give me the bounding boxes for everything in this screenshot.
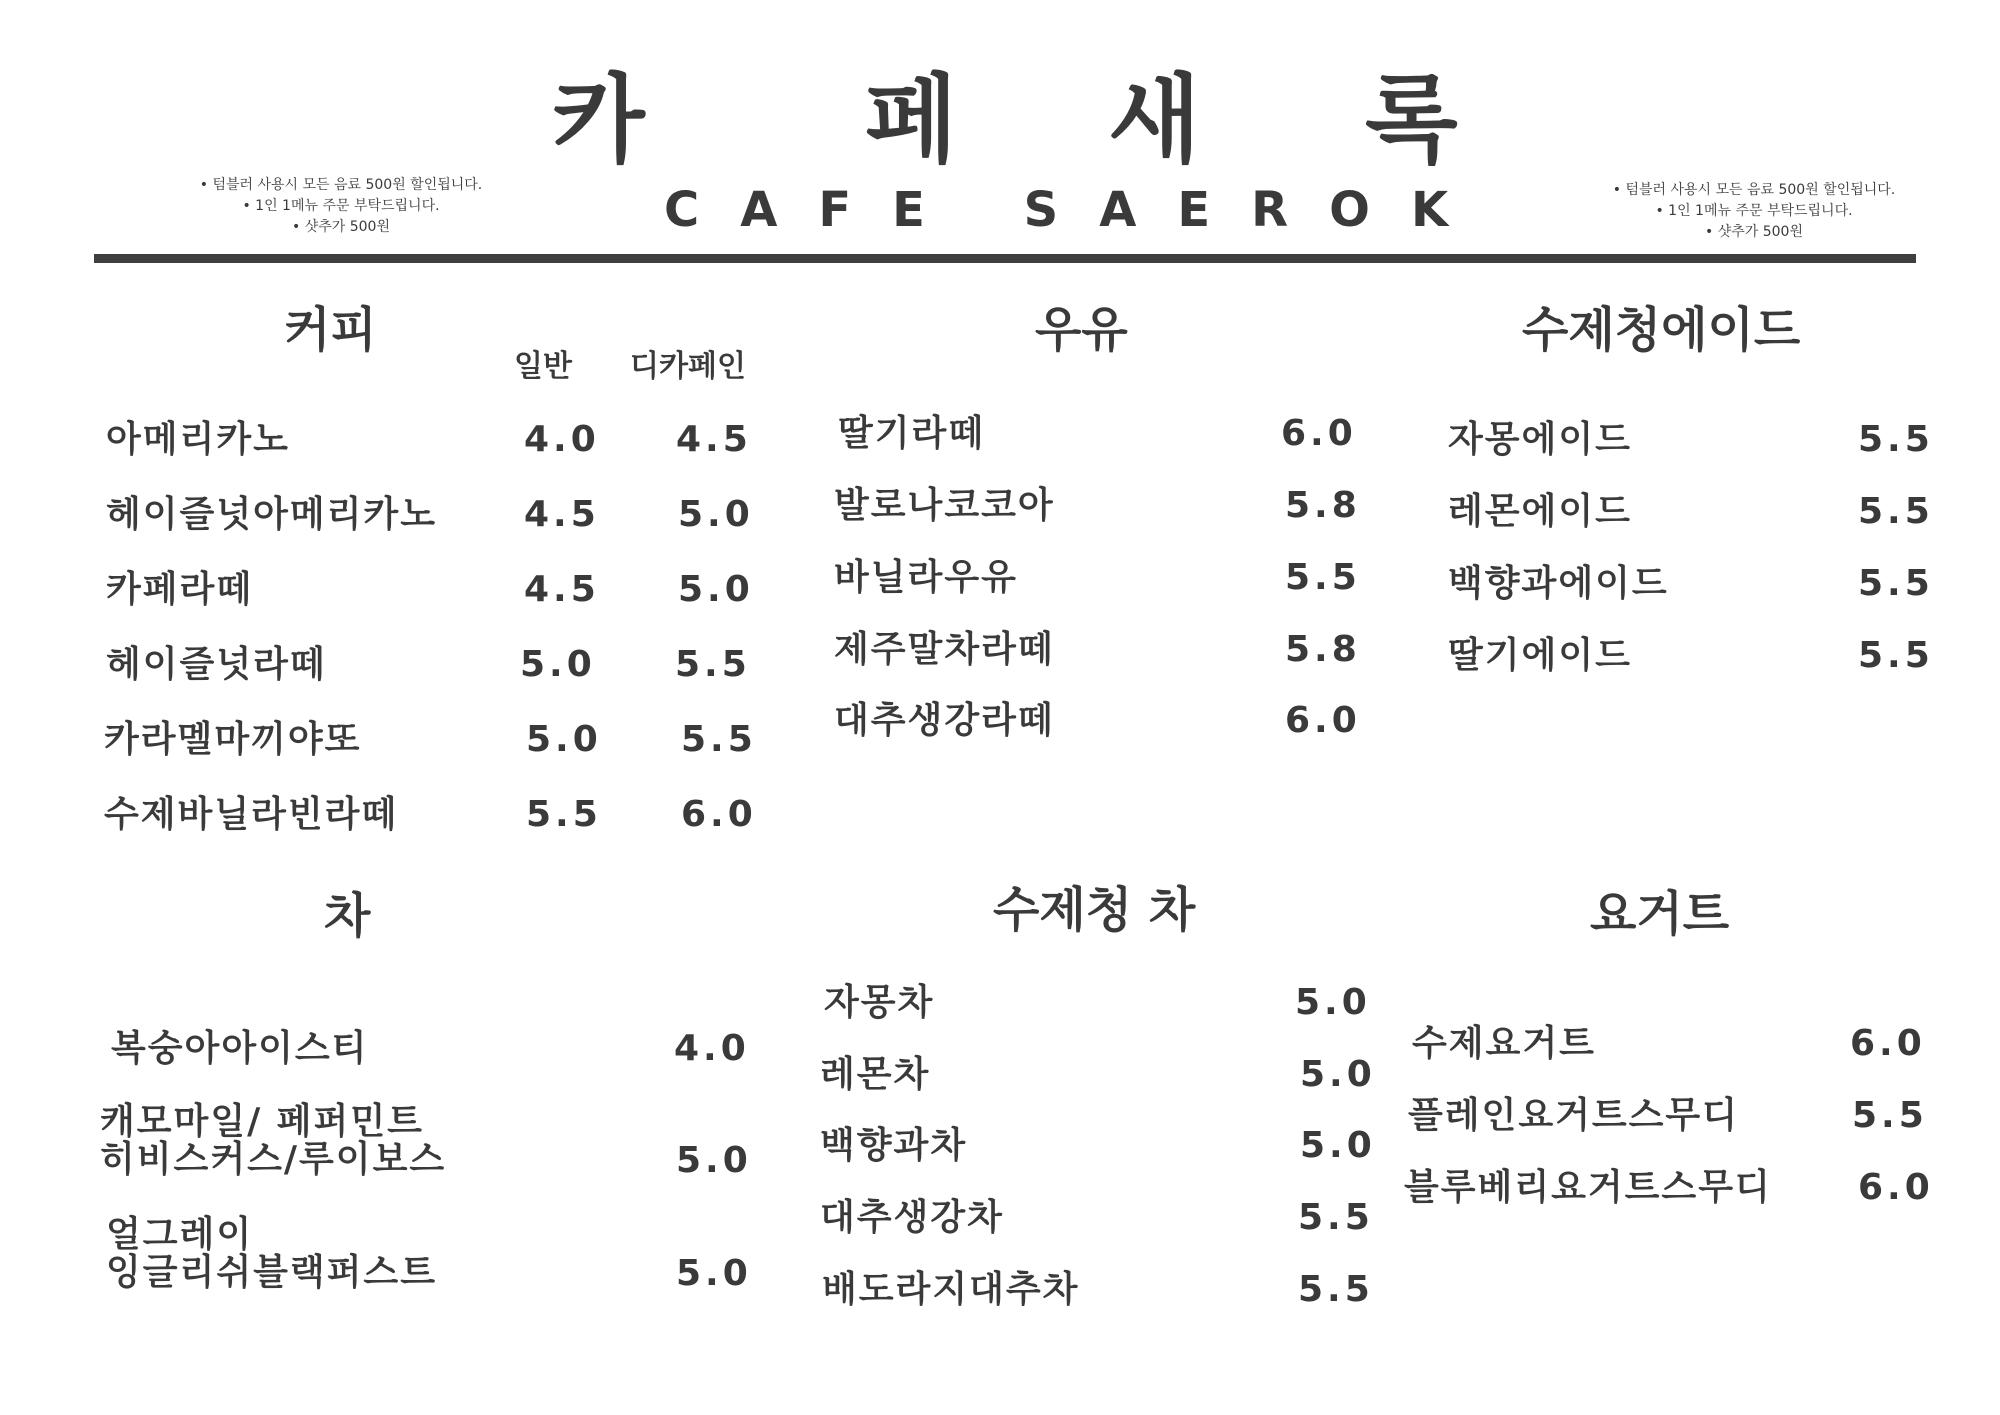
menu-item-name: 레몬에이드: [1448, 491, 1632, 532]
notes-left: [161, 175, 521, 238]
menu-item-name-multiline: [100, 1103, 446, 1179]
menu-item-name: 아메리카노: [106, 419, 290, 460]
column-header-decaf: 디카페인: [630, 349, 746, 384]
menu-item-name: 딸기에이드: [1448, 635, 1632, 676]
menu-item-price: 5.8: [1285, 629, 1361, 670]
menu-item-name: 딸기라떼: [838, 413, 986, 454]
menu-item-price: 5.0: [676, 1253, 752, 1294]
menu-item-name-multiline: [106, 1216, 437, 1292]
menu-item-name: 수제요거트: [1412, 1023, 1596, 1064]
menu-item-name: 수제바닐라빈라떼: [104, 794, 399, 835]
section-heading-ade: 수제청에이드: [1522, 302, 1801, 358]
menu-item-name: 자몽차: [824, 982, 935, 1023]
menu-item-name: 카페라떼: [106, 569, 254, 610]
header-divider: [94, 254, 1916, 263]
menu-item-name: 배도라지대추차: [822, 1269, 1080, 1310]
menu-item-name: 레몬차: [820, 1054, 931, 1095]
menu-item-name: 헤이즐넛아메리카노: [106, 494, 437, 535]
section-heading-syrup-tea: 수제청 차: [993, 882, 1196, 938]
menu-item-name: 백향과차: [820, 1125, 968, 1166]
menu-item-price: 5.5: [1298, 1269, 1374, 1310]
note-line: • 텀블러 사용시 모든 음료 500원 할인됩니다.: [1612, 182, 1896, 198]
note-line: • 샷추가 500원: [292, 219, 390, 235]
menu-item-name: 발로나코코아: [834, 485, 1055, 526]
price-decaf: 6.0: [681, 794, 757, 835]
menu-item-price: 5.0: [1295, 982, 1371, 1023]
menu-item-name: 복숭아아이스티: [111, 1028, 369, 1069]
note-line: • 1인 1메뉴 주문 부탁드립니다.: [1655, 203, 1853, 219]
section-heading-coffee: 커피: [284, 302, 377, 358]
menu-item-price: 5.5: [1852, 1095, 1928, 1136]
title-char-2: 페: [865, 64, 958, 176]
menu-item-price: 4.0: [674, 1028, 750, 1069]
price-regular: 5.5: [526, 794, 602, 835]
section-heading-yogurt: 요거트: [1590, 886, 1730, 942]
price-regular: 4.5: [524, 569, 600, 610]
menu-item-line: 얼그레이: [106, 1214, 254, 1255]
menu-item-price: 5.8: [1285, 485, 1361, 526]
menu-item-line: 잉글리쉬블랙퍼스트: [106, 1252, 437, 1293]
menu-item-price: 5.5: [1858, 491, 1934, 532]
menu-item-price: 5.5: [1858, 635, 1934, 676]
price-decaf: 5.5: [675, 644, 751, 685]
menu-item-price: 5.0: [1300, 1125, 1376, 1166]
price-decaf: 4.5: [676, 419, 752, 460]
title-char-4: 록: [1365, 64, 1458, 176]
price-regular: 5.0: [520, 644, 596, 685]
menu-item-name: 블루베리요거트스무디: [1404, 1167, 1772, 1208]
menu-item-line: 캐모마일/ 페퍼민트: [100, 1101, 424, 1142]
menu-item-price: 5.5: [1285, 557, 1361, 598]
menu-item-name: 백향과에이드: [1448, 563, 1669, 604]
menu-item-price: 5.5: [1858, 563, 1934, 604]
price-regular: 5.0: [526, 719, 602, 760]
price-decaf: 5.5: [681, 719, 757, 760]
menu-item-name: 바닐라우유: [834, 557, 1018, 598]
menu-item-price: 6.0: [1281, 413, 1357, 454]
title-english: CAFE SAEROK: [664, 182, 1490, 238]
menu-item-name: 플레인요거트스무디: [1408, 1095, 1739, 1136]
menu-item-name: 자몽에이드: [1448, 419, 1632, 460]
note-line: • 샷추가 500원: [1705, 224, 1803, 240]
menu-item-price: 6.0: [1858, 1167, 1934, 1208]
menu-item-name: 헤이즐넛라떼: [106, 644, 327, 685]
menu-item-price: 6.0: [1850, 1023, 1926, 1064]
price-regular: 4.0: [524, 419, 600, 460]
menu-item-price: 5.5: [1298, 1197, 1374, 1238]
price-regular: 4.5: [524, 494, 600, 535]
title-char-3: 새: [1108, 64, 1201, 176]
menu-item-name: 대추생강라떼: [834, 700, 1055, 741]
menu-item-price: 6.0: [1285, 700, 1361, 741]
notes-right: [1574, 180, 1934, 243]
menu-item-price: 5.0: [676, 1140, 752, 1181]
section-heading-tea: 차: [324, 888, 371, 944]
menu-item-name: 카라멜마끼야또: [104, 719, 362, 760]
section-heading-milk: 우유: [1035, 302, 1128, 358]
title-char-1: 카: [552, 64, 645, 176]
menu-item-price: 5.5: [1858, 419, 1934, 460]
price-decaf: 5.0: [678, 569, 754, 610]
note-line: • 텀블러 사용시 모든 음료 500원 할인됩니다.: [199, 177, 483, 193]
note-line: • 1인 1메뉴 주문 부탁드립니다.: [242, 198, 440, 214]
menu-item-name: 대추생강차: [820, 1197, 1004, 1238]
menu-item-line: 히비스커스/루이보스: [100, 1139, 447, 1180]
menu-item-name: 제주말차라떼: [834, 629, 1055, 670]
column-header-regular: 일반: [514, 349, 572, 384]
menu-item-price: 5.0: [1300, 1054, 1376, 1095]
price-decaf: 5.0: [678, 494, 754, 535]
